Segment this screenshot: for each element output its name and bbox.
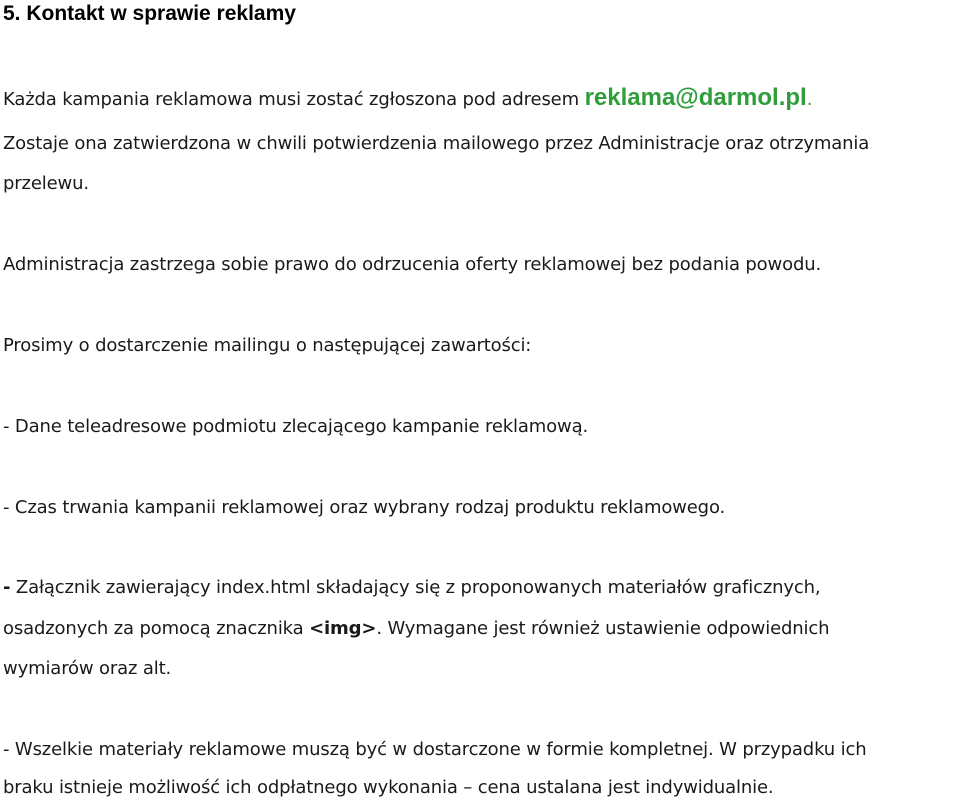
list-item-contact-data: - Dane teleadresowe podmiotu zlecającego kampanie reklamową. xyxy=(3,416,589,437)
attachment-text: Załącznik zawierający index.html składający się z proponowanych materiałów graficznych, xyxy=(10,577,821,598)
list-item-attachment-line-1 xyxy=(3,576,820,600)
list-item-attachment-line-3: wymiarów oraz alt. xyxy=(3,658,172,679)
campaign-intro-text: Każda kampania reklamowa musi zostać zgłoszona pod adresem xyxy=(3,89,585,110)
paragraph-campaign-line-1 xyxy=(3,86,812,112)
paragraph-campaign-line-3: przelewu. xyxy=(3,173,89,194)
email-period: . xyxy=(806,89,813,110)
attachment-text-before-tag: osadzonych za pomocą znacznika xyxy=(3,618,310,639)
list-dash: - xyxy=(3,577,11,598)
attachment-text-after-tag: . Wymagane jest również ustawienie odpowiednich xyxy=(376,618,830,639)
list-item-attachment-line-2 xyxy=(3,617,829,641)
paragraph-campaign-line-2: Zostaje ona zatwierdzona w chwili potwierdzenia mailowego przez Administracje oraz otrzymania xyxy=(3,133,870,154)
list-item-materials-line-1: - Wszelkie materiały reklamowe muszą być w dostarczone w formie kompletnej. W przypadku ich xyxy=(3,739,867,760)
img-tag-code: <img> xyxy=(309,618,377,639)
list-item-campaign-duration: - Czas trwania kampanii reklamowej oraz wybrany rodzaj produktu reklamowego. xyxy=(3,497,726,518)
paragraph-mailing-request: Prosimy o dostarczenie mailingu o następującej zawartości: xyxy=(3,335,532,356)
advertising-email[interactable]: reklama@darmol.pl xyxy=(584,84,807,111)
list-item-materials-line-2: braku istnieje możliwość ich odpłatnego wykonania – cena ustalana jest indywidualnie. xyxy=(3,777,774,798)
paragraph-rejection: Administracja zastrzega sobie prawo do odrzucenia oferty reklamowej bez podania powodu. xyxy=(3,254,822,275)
section-heading: 5. Kontakt w sprawie reklamy xyxy=(3,2,296,25)
